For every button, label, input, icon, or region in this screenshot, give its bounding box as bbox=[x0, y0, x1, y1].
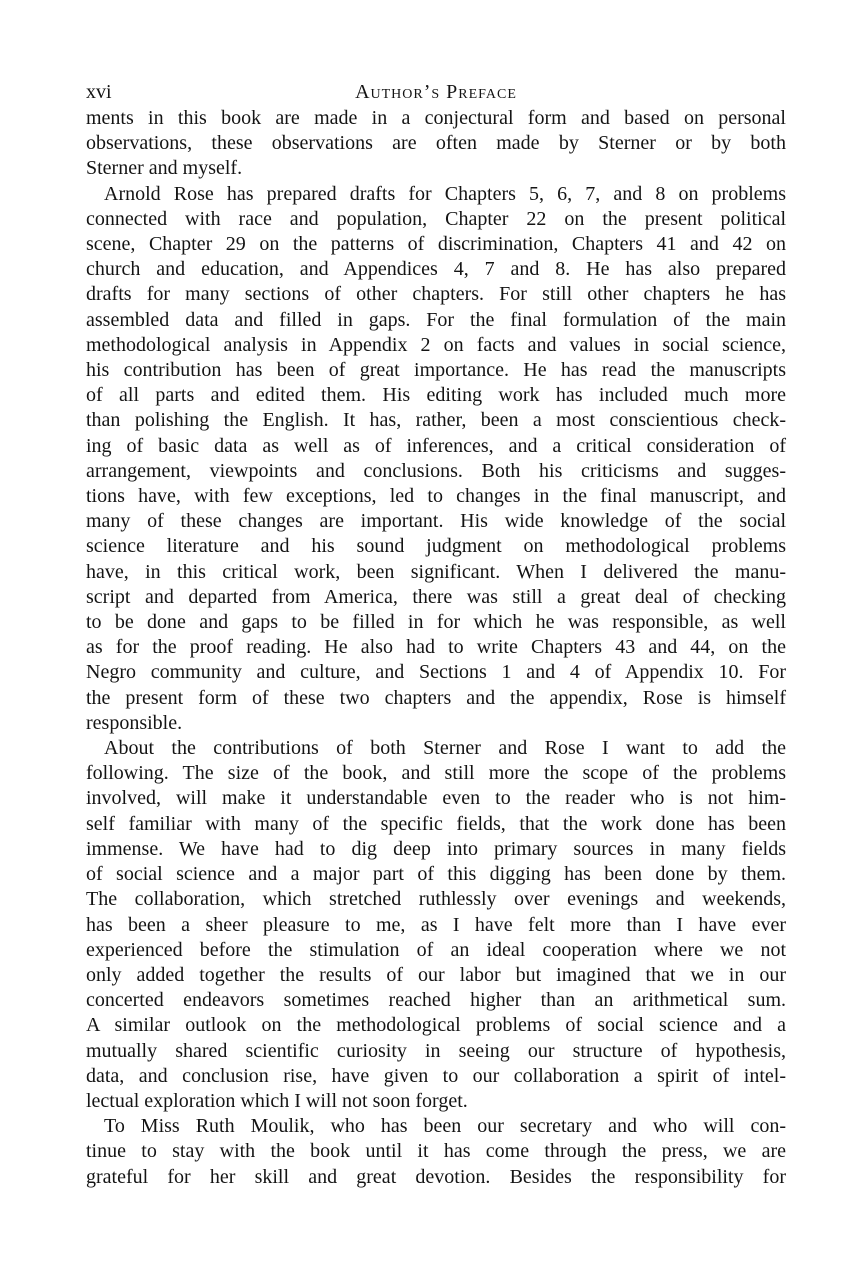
text-line: drafts for many sections of other chapters. For still other chapters he has bbox=[86, 283, 786, 306]
text-line: Arnold Rose has prepared drafts for Chapters 5, 6, 7, and 8 on problems bbox=[104, 182, 786, 205]
text-line: following. The size of the book, and still more the scope of the problems bbox=[86, 762, 786, 785]
paragraph-ruth-moulik bbox=[86, 1114, 786, 1190]
text-line: experienced before the stimulation of an ideal cooperation where we not bbox=[86, 938, 786, 961]
text-line: data, and conclusion rise, have given to our collaboration a spirit of intel- bbox=[86, 1064, 786, 1087]
paragraph-contributions bbox=[86, 736, 786, 1114]
book-page bbox=[86, 78, 786, 1190]
text-line: only added together the results of our labor but imagined that we in our bbox=[86, 963, 786, 986]
paragraph-arnold-rose bbox=[86, 182, 786, 736]
text-line: assembled data and filled in gaps. For the final formulation of the main bbox=[86, 308, 786, 331]
text-line: script and departed from America, there was still a great deal of checking bbox=[86, 585, 786, 608]
text-line: of social science and a major part of this digging has been done by them. bbox=[86, 863, 786, 886]
text-line: connected with race and population, Chapter 22 on the present political bbox=[86, 207, 786, 230]
text-line: A similar outlook on the methodological problems of social science and a bbox=[86, 1014, 786, 1037]
text-line: The collaboration, which stretched ruthlessly over evenings and weekends, bbox=[86, 888, 786, 911]
text-line: has been a sheer pleasure to me, as I have felt more than I have ever bbox=[86, 913, 786, 936]
paragraph-continuation bbox=[86, 106, 786, 182]
text-line: arrangement, viewpoints and conclusions. Both his criticisms and sugges- bbox=[86, 459, 786, 482]
text-line: mutually shared scientific curiosity in seeing our structure of hypothesis, bbox=[86, 1039, 786, 1062]
text-line: immense. We have had to dig deep into primary sources in many fields bbox=[86, 837, 786, 860]
text-line: concerted endeavors sometimes reached higher than an arithmetical sum. bbox=[86, 989, 786, 1012]
text-line: of all parts and edited them. His editing work has included much more bbox=[86, 384, 786, 407]
text-line: involved, will make it understandable even to the reader who is not him- bbox=[86, 787, 786, 810]
text-line: ments in this book are made in a conjectural form and based on personal bbox=[86, 107, 786, 129]
body-text bbox=[86, 106, 786, 1190]
text-line: Sterner and myself. bbox=[86, 157, 243, 180]
text-line: his contribution has been of great importance. He has read the manuscripts bbox=[86, 359, 786, 382]
text-line: to be done and gaps to be filled in for which he was responsible, as well bbox=[86, 611, 786, 634]
text-line: than polishing the English. It has, rather, been a most conscientious check- bbox=[86, 409, 786, 432]
text-line: science literature and his sound judgment on methodological problems bbox=[86, 535, 786, 558]
text-line: the present form of these two chapters and the appendix, Rose is himself bbox=[86, 686, 786, 709]
text-line: Negro community and culture, and Sections 1 and 4 of Appendix 10. For bbox=[86, 661, 786, 684]
text-line: tions have, with few exceptions, led to changes in the final manuscript, and bbox=[86, 485, 786, 508]
running-title: Author’s Preface bbox=[355, 81, 517, 103]
text-line: lectual exploration which I will not soon forget. bbox=[86, 1089, 468, 1112]
text-line: grateful for her skill and great devotion. Besides the responsibility for bbox=[86, 1165, 786, 1188]
text-line: methodological analysis in Appendix 2 on facts and values in social science, bbox=[86, 333, 786, 356]
text-line: responsible. bbox=[86, 711, 183, 734]
text-line: as for the proof reading. He also had to write Chapters 43 and 44, on the bbox=[86, 636, 786, 659]
text-line: To Miss Ruth Moulik, who has been our secretary and who will con- bbox=[104, 1115, 786, 1138]
text-line: scene, Chapter 29 on the patterns of discrimination, Chapters 41 and 42 on bbox=[86, 233, 786, 256]
text-line: ing of basic data as well as of inferences, and a critical consideration of bbox=[86, 434, 786, 457]
text-line: have, in this critical work, been significant. When I delivered the manu- bbox=[86, 560, 786, 583]
running-head bbox=[86, 78, 786, 106]
text-line: church and education, and Appendices 4, 7 and 8. He has also prepared bbox=[86, 258, 786, 281]
text-line: tinue to stay with the book until it has come through the press, we are bbox=[86, 1140, 786, 1163]
text-line: About the contributions of both Sterner and Rose I want to add the bbox=[104, 737, 786, 760]
text-line: self familiar with many of the specific fields, that the work done has been bbox=[86, 812, 786, 835]
text-line: observations, these observations are often made by Sterner or by both bbox=[86, 132, 786, 155]
text-line: many of these changes are important. His wide knowledge of the social bbox=[86, 510, 786, 533]
page-number: xvi bbox=[86, 81, 112, 103]
